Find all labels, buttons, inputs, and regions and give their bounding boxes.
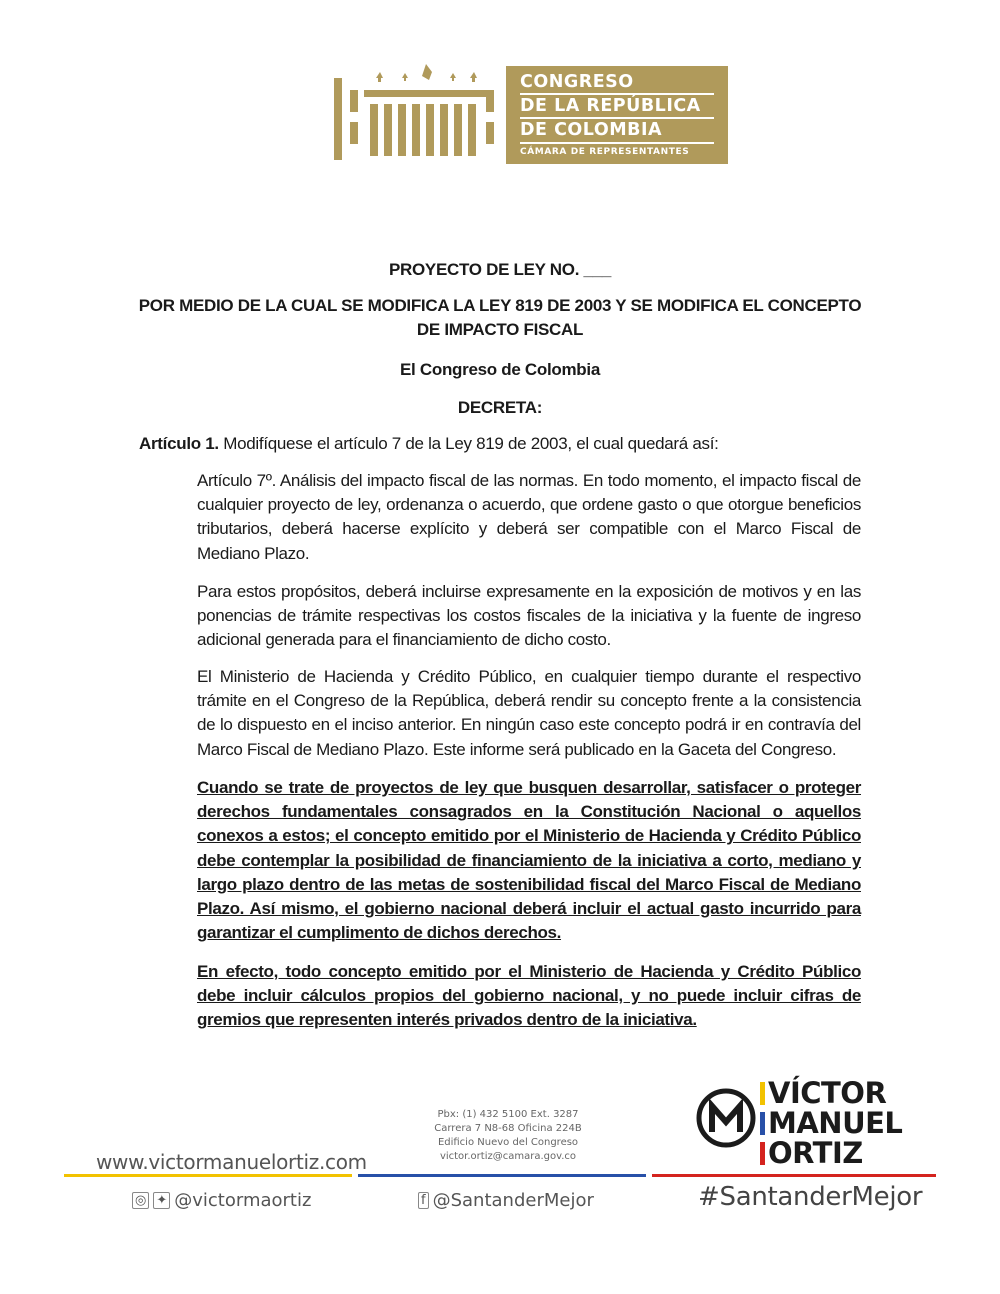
paragraph-ministry: El Ministerio de Hacienda y Crédito Público, en cualquier tiempo durante el respectivo trámite en el Congreso de la República, deberá rendir su concepto frente a la consistencia de lo dispuesto en el inciso anterior. En ningún caso este concepto podrá ir en contravía del Marco Fiscal de Mediano Plazo. Este informe será publicado en la Gaceta del Congreso.	[197, 667, 861, 759]
letterhead-footer	[60, 1070, 940, 1220]
facebook-handle[interactable]: f @SantanderMejor	[418, 1190, 594, 1211]
logo-line-camara: CÁMARA DE REPRESENTANTES	[520, 147, 690, 157]
contact-building: Edificio Nuevo del Congreso	[437, 1137, 579, 1148]
divider-yellow	[64, 1174, 352, 1177]
contact-address: Carrera 7 N8-68 Oficina 224B	[434, 1123, 582, 1134]
divider-red	[652, 1174, 936, 1177]
hashtag: #SantanderMejor	[698, 1182, 923, 1212]
vmo-name-block	[760, 1078, 902, 1168]
bill-subtitle: POR MEDIO DE LA CUAL SE MODIFICA LA LEY 819 DE 2003 Y SE MODIFICA EL CONCEPTO DE IMPACTO FISCAL	[138, 296, 862, 339]
paragraph-fundamental-rights: Cuando se trate de proyectos de ley que busquen desarrollar, satisfacer o proteger derechos fundamentales consagrados en la Constitución Nacional o aquellos conexos a estos; el concepto emitido por el Ministerio de Hacienda y Crédito Público debe contemplar la posibilidad de financiamiento de la iniciativa a corto, mediano y largo plazo dentro de las metas de sostenibilidad fiscal del Marco Fiscal de Mediano Plazo. Así mismo, el gobierno nacional deberá incluir el actual gasto incurrido para garantizar el cumplimento de dichos derechos.	[197, 778, 861, 943]
facebook-icon: f	[418, 1192, 429, 1209]
contact-phone: Pbx: (1) 432 5100 Ext. 3287	[437, 1109, 579, 1120]
congress-logo	[320, 62, 728, 164]
paragraph-article-7: Artículo 7º. Análisis del impacto fiscal de las normas. En todo momento, el impacto fiscal de cualquier proyecto de ley, ordenanza o acuerdo, que ordene gasto o que otorgue beneficios tributarios, deberá hacerse explícito y deberá ser compatible con el Marco Fiscal de Mediano Plazo.	[197, 471, 861, 563]
blue-stripe	[760, 1112, 765, 1135]
instagram-icon: ◎	[132, 1192, 149, 1209]
red-stripe	[760, 1142, 765, 1165]
social-handle[interactable]: ◎ ✦ @victormaortiz	[132, 1190, 311, 1211]
website-link[interactable]: www.victormanuelortiz.com	[96, 1150, 367, 1174]
yellow-stripe	[760, 1082, 765, 1105]
logo-divider	[520, 142, 714, 144]
vmo-monogram-icon	[696, 1088, 756, 1148]
contact-email[interactable]: victor.ortiz@camara.gov.co	[439, 1151, 577, 1162]
paragraph-own-calculations: En efecto, todo concepto emitido por el Ministerio de Hacienda y Crédito Público debe incluir cálculos propios del gobierno nacional, y no puede incluir cifras de gremios que representen interés privados dentro de la iniciativa.	[197, 962, 861, 1030]
logo-text-plate	[506, 66, 728, 164]
logo-line-colombia: DE COLOMBIA	[520, 120, 663, 140]
twitter-icon: ✦	[153, 1192, 170, 1209]
name-line-ortiz: ORTIZ	[760, 1138, 902, 1168]
logo-divider	[520, 117, 714, 119]
decree-heading: DECRETA:	[457, 398, 543, 417]
article-1-text: Modifíquese el artículo 7 de la Ley 819 de 2003, el cual quedará así:	[218, 434, 719, 453]
logo-line-congreso: CONGRESO	[520, 72, 634, 92]
capitol-building-icon	[320, 62, 500, 164]
article-1	[139, 432, 879, 456]
paragraph-purposes: Para estos propósitos, deberá incluirse expresamente en la exposición de motivos y en las ponencias de trámite respectivas los costos fiscales de la iniciativa y la fuente de ingreso adicional generada para el financiamiento de dicho costo.	[197, 582, 861, 650]
name-line-victor: VÍCTOR	[760, 1078, 902, 1108]
article-1-label: Artículo 1.	[139, 434, 219, 453]
contact-block	[418, 1108, 598, 1164]
logo-divider	[520, 93, 714, 95]
name-line-manuel: MANUEL	[760, 1108, 902, 1138]
issuer: El Congreso de Colombia	[400, 360, 600, 379]
logo-line-republica: DE LA REPÚBLICA	[520, 96, 701, 116]
bill-title: PROYECTO DE LEY NO. ___	[388, 260, 612, 279]
divider-blue	[358, 1174, 646, 1177]
